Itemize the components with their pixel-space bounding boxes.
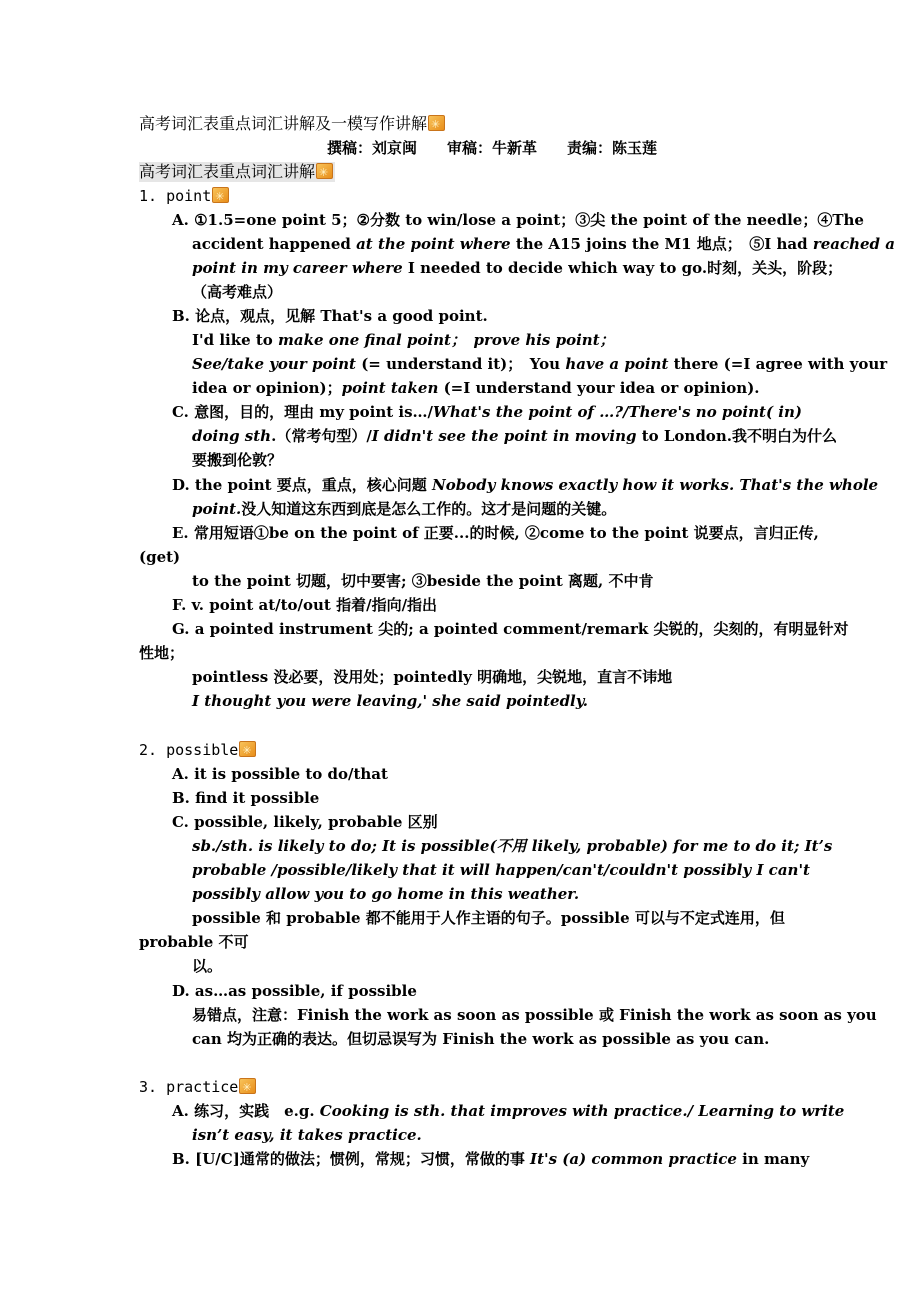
orange-sparkle-icon[interactable]: [239, 1078, 256, 1094]
point-a-line-2: accident happened at the point where the A15 joins the M1 地点； ⑤I had reached a: [192, 235, 895, 253]
document-title: 高考词汇表重点词汇讲解及一模写作讲解✳: [139, 114, 445, 134]
practice-a-line-1: A. 练习，实践 e.g. Cooking is sth. that improves with practice./ Learning to write: [172, 1102, 845, 1120]
orange-sparkle-icon[interactable]: [428, 115, 445, 131]
possible-d-line-2: 易错点，注意：Finish the work as soon as possible 或 Finish the work as soon as you: [192, 1006, 877, 1024]
point-g-line-2: 性地；: [139, 644, 185, 662]
credits-line: 撰稿：刘京闽 审稿：牛新革 责编：陈玉莲: [327, 139, 658, 157]
practice-a-line-2: isn’t easy, it takes practice.: [192, 1126, 422, 1144]
possible-c-line-1: C. possible, likely, probable 区别: [172, 813, 438, 831]
orange-sparkle-icon[interactable]: [316, 163, 333, 179]
point-g-line-3: pointless 没必要，没用处；pointedly 明确地，尖锐地，直言不讳地: [192, 668, 673, 686]
word-heading-point: 1. point✳: [139, 186, 229, 206]
point-b-line-4: idea or opinion)；point taken (=I understand your idea or opinion).: [192, 379, 760, 397]
point-a-line-4: （高考难点）: [192, 283, 283, 301]
practice-b-line-1: B. [U/C]通常的做法；惯例，常规；习惯，常做的事 It's (a) common practice in many: [172, 1150, 810, 1168]
orange-sparkle-icon[interactable]: [239, 741, 256, 757]
point-c-line-1: C. 意图，目的，理由 my point is…/What's the point of …?/There's no point( in): [172, 403, 802, 421]
point-e-line-3: to the point 切题，切中要害; ③beside the point 离题, 不中肯: [192, 572, 654, 590]
possible-c-line-5: possible 和 probable 都不能用于人作主语的句子。possible 可以与不定式连用，但: [192, 909, 785, 927]
point-c-line-2: doing sth.（常考句型）/I didn't see the point in moving to London.我不明白为什么: [192, 427, 837, 445]
possible-b: B. find it possible: [172, 789, 320, 807]
point-e-line-2: (get): [139, 548, 181, 566]
point-d-line-2: point.没人知道这东西到底是怎么工作的。这才是问题的关键。: [192, 500, 617, 518]
point-b-line-3: See/take your point (= understand it)； You have a point there (=I agree with your: [192, 355, 888, 373]
point-b-line-2: I'd like to make one final point； prove his point；: [192, 331, 615, 349]
point-a-line-3: point in my career where I needed to decide which way to go.时刻，关头，阶段；: [192, 259, 843, 277]
possible-c-line-7: 以。: [192, 957, 223, 975]
word-heading-practice: 3. practice✳: [139, 1077, 256, 1097]
point-a-line-1: A. ①1.5=one point 5；②分数 to win/lose a point；③尖 the point of the needle；④The: [172, 211, 864, 229]
point-g-line-4: I thought you were leaving,' she said pointedly.: [192, 692, 588, 710]
possible-c-line-3: probable /possible/likely that it will happen/can't/couldn't possibly I can't: [192, 861, 810, 879]
point-g-line-1: G. a pointed instrument 尖的; a pointed comment/remark 尖锐的，尖刻的，有明显针对: [172, 620, 849, 638]
point-f-line-1: F. v. point at/to/out 指着/指向/指出: [172, 596, 438, 614]
possible-c-line-6: probable 不可: [139, 933, 249, 951]
possible-d-line-3: can 均为正确的表达。但切忌误写为 Finish the work as possible as you can.: [192, 1030, 770, 1048]
possible-a: A. it is possible to do/that: [172, 765, 388, 783]
possible-d-line-1: D. as…as possible, if possible: [172, 982, 417, 1000]
orange-sparkle-icon[interactable]: [212, 187, 229, 203]
point-b-line-1: B. 论点，观点，见解 That's a good point.: [172, 307, 488, 325]
possible-c-line-4: possibly allow you to go home in this weather.: [192, 885, 580, 903]
word-heading-possible: 2. possible✳: [139, 740, 256, 760]
point-d-line-1: D. the point 要点，重点，核心问题 Nobody knows exactly how it works. That's the whole: [172, 476, 879, 494]
section-title: 高考词汇表重点词汇讲解✳: [139, 162, 335, 182]
point-e-line-1: E. 常用短语①be on the point of 正要...的时候, ②come to the point 说要点，言归正传,: [172, 524, 819, 542]
point-c-line-3: 要搬到伦敦？: [192, 451, 283, 469]
possible-c-line-2: sb./sth. is likely to do; It is possible(不用 likely, probable) for me to do it; It’s: [192, 837, 833, 855]
